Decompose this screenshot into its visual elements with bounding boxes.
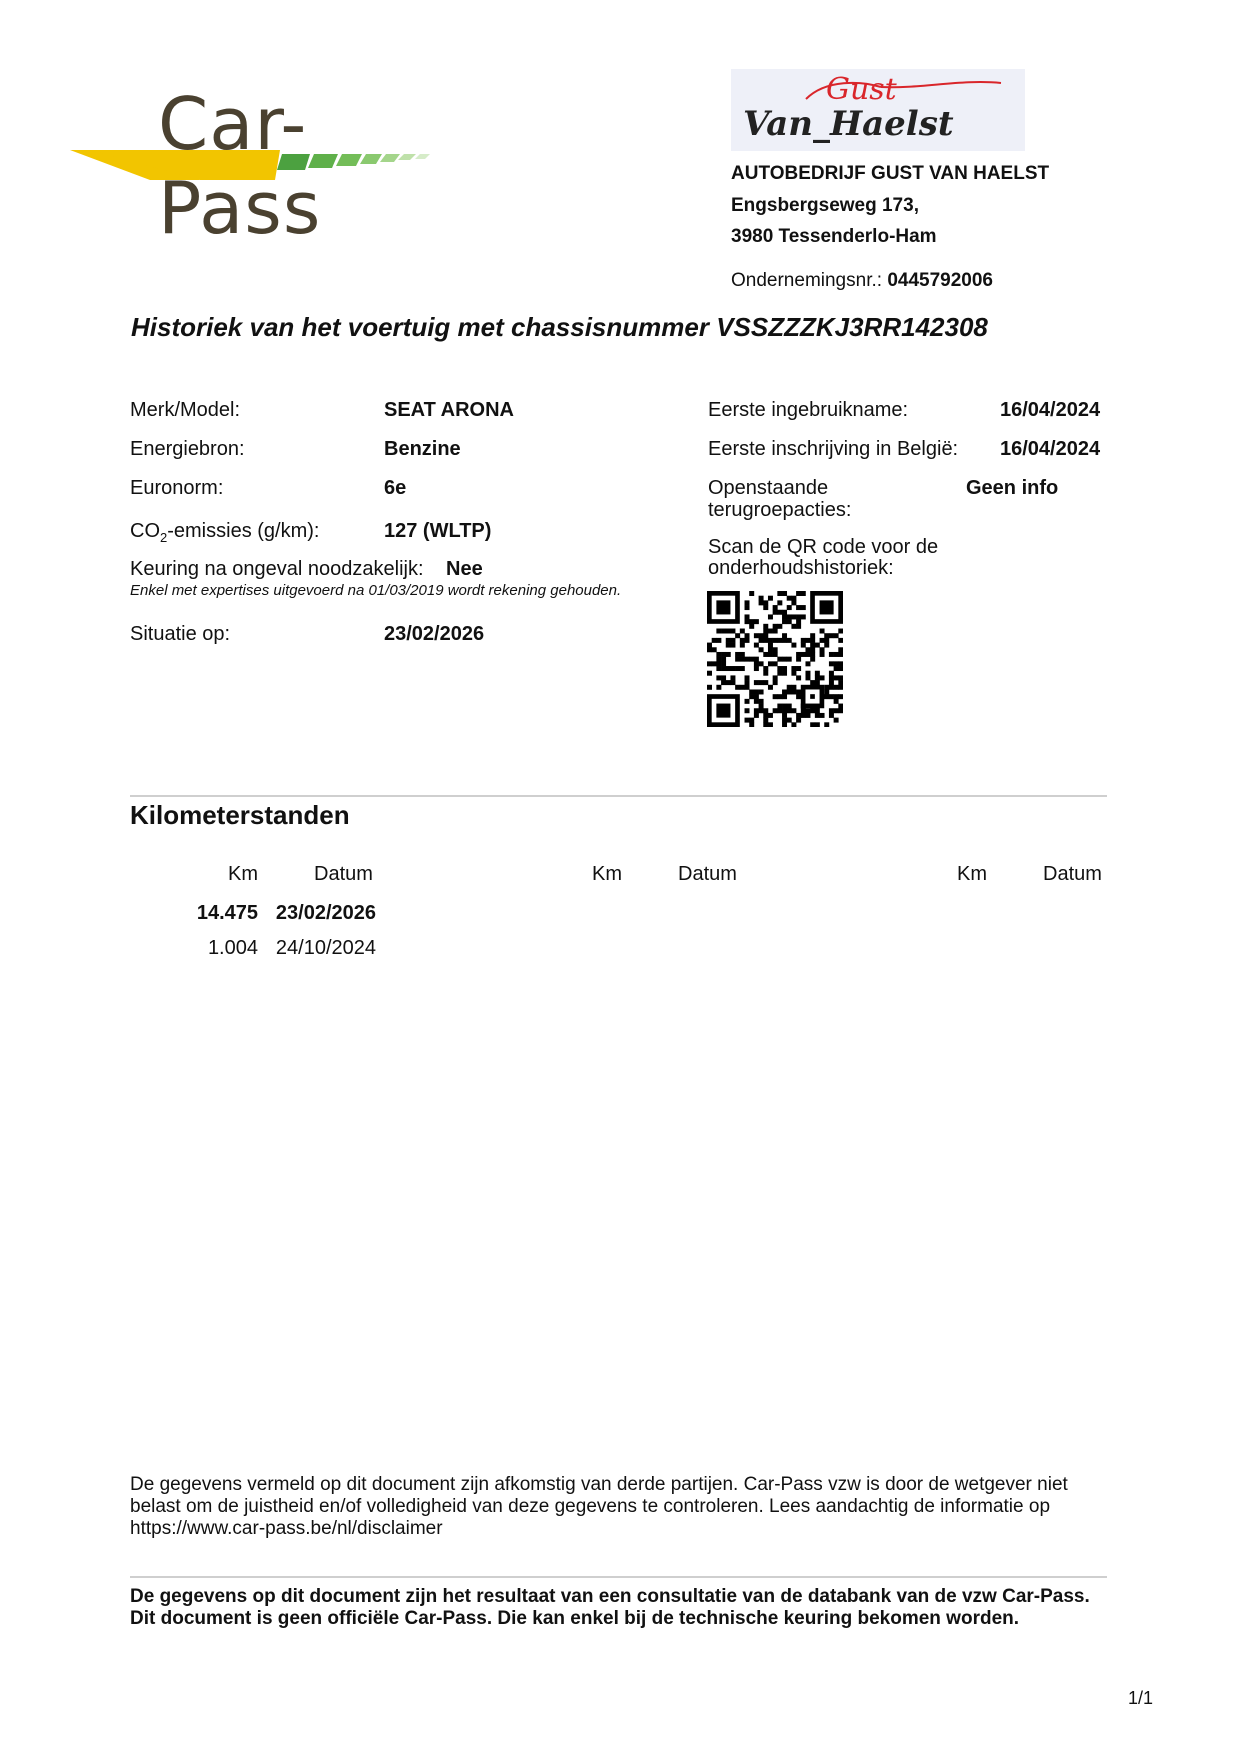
recalls-value: Geen info [966,477,1059,499]
first-registration-label: Eerste inschrijving in België: [708,438,959,460]
disclaimer-line1: De gegevens vermeld op dit document zijn afkomstig van derde partijen. Car-Pass vzw is door de wetgever niet [130,1474,1068,1495]
situation-label: Situatie op: [130,623,231,645]
col-date-3: Datum [1043,863,1102,885]
company-number-value: 0445792006 [887,270,993,291]
carpass-logo-text: Car-Pass [158,82,322,250]
company-number [731,270,993,292]
dealer-street: Engsbergseweg 173, [731,195,919,216]
col-date-2: Datum [678,863,737,885]
co2-label [130,520,319,545]
co2-value: 127 (WLTP) [384,520,492,542]
carpass-logo [70,82,430,250]
recalls-label-line2: terugroepacties: [708,499,852,521]
col-km-1: Km [228,863,258,885]
mileage-km: 1.004 [207,937,258,959]
first-registration-value: 16/04/2024 [1000,438,1101,460]
official-notice [130,1586,1110,1630]
energy-label: Energiebron: [130,438,245,460]
co2-label-suffix: -emissies (g/km): [167,520,320,542]
col-km-2: Km [592,863,622,885]
company-number-label: Ondernemingsnr.: [731,270,883,291]
disclaimer-line2: belast om de juistheid en/of volledigheid van deze gegevens te controleren. Lees aandachtig de informatie op [130,1496,1051,1517]
inspection-label: Keuring na ongeval noodzakelijk: [130,558,424,580]
dealer-name: AUTOBEDRIJF GUST VAN HAELST [731,163,1050,184]
qr-label-line2: onderhoudshistoriek: [708,557,894,579]
qr-label-line1: Scan de QR code voor de [708,536,939,558]
energy-value: Benzine [384,438,461,460]
section-divider [130,795,1107,797]
qr-code[interactable] [707,591,843,727]
mileage-date: 23/02/2026 [275,902,376,924]
inspection-note: Enkel met expertises uitgevoerd na 01/03/2019 wordt rekening gehouden. [130,582,622,599]
situation-value: 23/02/2026 [384,623,485,645]
brand-model-value: SEAT ARONA [384,399,514,421]
dealer-logo-image [731,69,1025,151]
mileage-heading: Kilometerstanden [130,800,350,830]
official-notice-line1: De gegevens op dit document zijn het resultaat van een consultatie van de databank van de vzw Car-Pass. [130,1586,1090,1607]
mileage-km: 14.475 [196,902,258,924]
brand-model-label: Merk/Model: [130,399,241,421]
first-use-label: Eerste ingebruikname: [708,399,909,421]
qr-code-icon [707,591,843,727]
euronorm-value: 6e [384,477,407,499]
dealer-logo [731,69,1025,151]
svg-text:Van_Haelst: Van_Haelst [743,104,954,144]
col-date-1: Datum [314,863,373,885]
first-use-value: 16/04/2024 [1000,399,1101,421]
disclaimer [130,1474,1110,1540]
col-km-3: Km [957,863,987,885]
svg-text:Gust: Gust [826,72,897,107]
co2-label-prefix: CO [130,520,160,542]
mileage-date: 24/10/2024 [275,937,376,959]
page-number: 1/1 [1128,1688,1154,1708]
official-notice-line2: Dit document is geen officiële Car-Pass. Die kan enkel bij de technische keuring bekomen worden. [130,1608,1020,1629]
disclaimer-link[interactable]: https://www.car-pass.be/nl/disclaimer [130,1518,443,1539]
dealer-city: 3980 Tessenderlo-Ham [731,226,937,247]
co2-label-sub: 2 [160,530,168,545]
recalls-label-line1: Openstaande [708,477,829,499]
inspection-value: Nee [446,558,483,580]
footer-divider [130,1576,1107,1578]
euronorm-label: Euronorm: [130,477,224,499]
document-title: Historiek van het voertuig met chassisnummer VSSZZZKJ3RR142308 [131,312,988,342]
